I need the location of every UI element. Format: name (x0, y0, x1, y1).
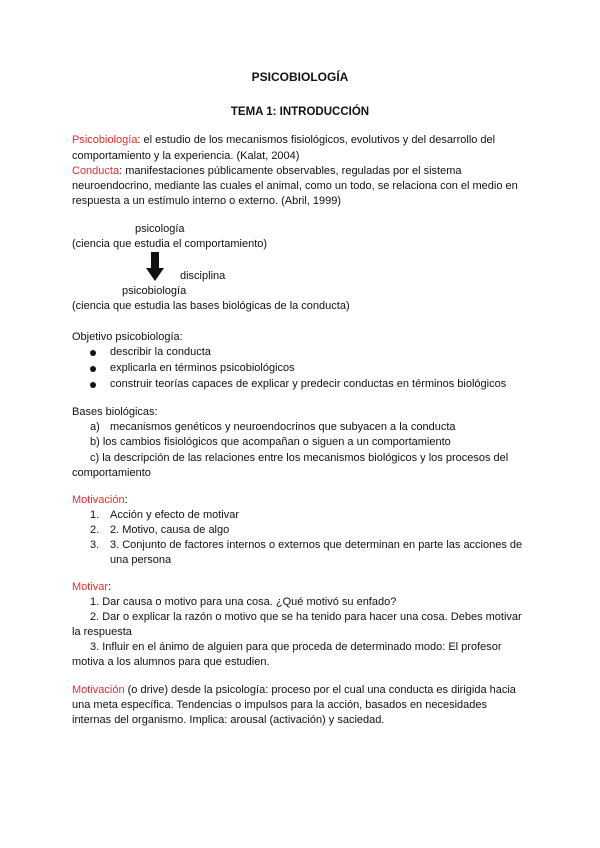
diagram-top-word: psicología (135, 223, 185, 235)
motivacion-marker-3: 3. (90, 539, 100, 551)
drive-text: (o drive) desde la psicología: proceso por el cual una conducta es dirigida hacia (124, 684, 516, 696)
motivacion-item-2: 2. Motivo, causa de algo (110, 524, 230, 536)
diagram-bottom-word: psicobiología (122, 285, 187, 297)
objetivo-heading: Objetivo psicobiología: (72, 331, 183, 343)
motivar-item-3-line2: motiva a los alumnos para que estudien. (72, 656, 270, 668)
page-subtitle: TEMA 1: INTRODUCCIÓN (230, 106, 370, 118)
motivacion-heading: Motivación (72, 494, 125, 506)
drive-line1 (72, 683, 516, 698)
motivar-item-2-line1: 2. Dar o explicar la razón o motivo que se ha tenido para hacer una cosa. Debes motivar (90, 611, 522, 623)
bases-heading: Bases biológicas: (72, 406, 158, 418)
def-conducta-line1 (72, 164, 462, 179)
motivacion-marker-2: 2. (90, 524, 100, 536)
drive-term: Motivación (72, 684, 125, 696)
motivar-item-3-line1: 3. Influir en el ánimo de alguien para que proceda de determinado modo: El profesor (90, 641, 502, 653)
motivacion-colon: : (124, 494, 128, 506)
motivar-colon: : (108, 581, 112, 593)
down-arrow-icon (145, 252, 165, 282)
motivacion-item-3-line1: 3. Conjunto de factores internos o externos que determinan en parte las acciones de (110, 539, 523, 551)
def-conducta-text: : manifestaciones públicamente observables, reguladas por el sistema (119, 165, 462, 177)
motivar-heading: Motivar (72, 581, 109, 593)
def-conducta-line3: respuesta a un estímulo interno o externo. (Abril, 1999) (72, 195, 342, 207)
motivacion-item-3-line2: una persona (110, 554, 172, 566)
def-conducta-line2: neuroendocrino, mediante las cuales el animal, como un todo, se relaciona con el medio en (72, 180, 518, 192)
bases-item-c-line1: c) la descripción de las relaciones entre los mecanismos biológicos y los procesos del (90, 452, 509, 464)
page-title: PSICOBIOLOGÍA (251, 70, 349, 84)
motivar-item-2-line2: la respuesta (72, 626, 132, 638)
objetivo-item: describir la conducta (110, 346, 211, 358)
bullet-icon (90, 382, 96, 388)
def-psicobiologia-text: : el estudio de los mecanismos fisiológicos, evolutivos y del desarrollo del (137, 134, 496, 146)
drive-line2: una meta específica. Tendencias o impulsos para la acción, basados en necesidades (72, 699, 488, 711)
bases-item-a: mecanismos genéticos y neuroendocrinos que subyacen a la conducta (110, 421, 456, 433)
diagram-bottom-desc: (ciencia que estudia las bases biológicas de la conducta) (72, 300, 350, 312)
motivar-item-1: 1. Dar causa o motivo para una cosa. ¿Qué motivó su enfado? (90, 596, 397, 608)
drive-line3: internas del organismo. Implica: arousal (activación) y saciedad. (72, 714, 385, 726)
diagram-top-desc: (ciencia que estudia el comportamiento) (72, 238, 268, 250)
bases-item-b: b) los cambios fisiológicos que acompañan o siguen a un comportamiento (90, 436, 451, 448)
diagram-arrow-label: disciplina (180, 270, 226, 282)
bases-item-a-marker: a) (90, 421, 100, 433)
motivacion-heading-line (72, 493, 128, 508)
def-psicobiologia-line2: comportamiento y la experiencia. (Kalat, 2004) (72, 150, 300, 162)
term-conducta: Conducta (72, 165, 120, 177)
motivar-heading-line (72, 580, 111, 595)
def-psicobiologia-line1 (72, 133, 495, 148)
term-psicobiologia: Psicobiología (72, 134, 138, 146)
objetivo-item: construir teorías capaces de explicar y predecir conductas en términos biológicos (110, 378, 507, 390)
motivacion-item-1: Acción y efecto de motivar (110, 509, 240, 521)
bullet-icon (90, 366, 96, 372)
objetivo-item: explicarla en términos psicobiológicos (110, 362, 295, 374)
bullet-icon (90, 350, 96, 356)
bases-item-c-line2: comportamiento (72, 467, 151, 479)
motivacion-marker-1: 1. (90, 509, 100, 521)
